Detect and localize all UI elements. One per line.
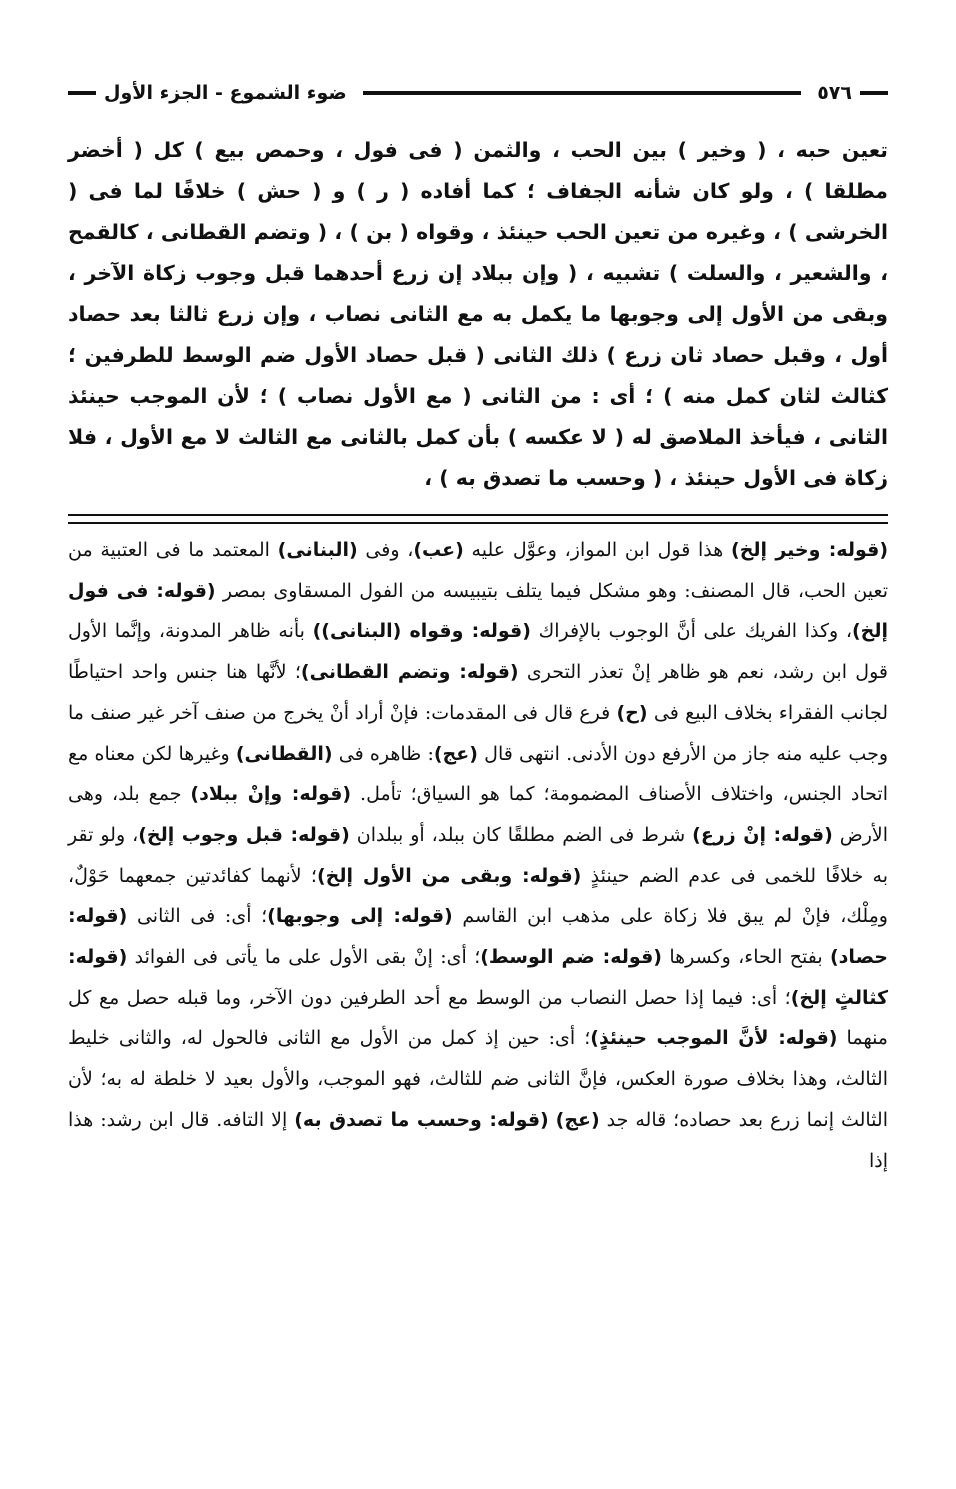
commentary-keyword: (عج) — [555, 1108, 600, 1131]
commentary-segment: ؛ أى: إنْ بقى الأول على ما يأتى فى الفوائد — [127, 946, 481, 969]
commentary-keyword: (قوله: فى فول إلخ) — [68, 579, 888, 643]
commentary-segment: ؛ أى: فيما إذا حصل النصاب من الوسط مع أحد الطرفين دون الآخر، وما قبله حصل مع كل منهما — [68, 986, 888, 1050]
main-text: تعين حبه ، ( وخير ) بين الحب ، والثمن ( فى فول ، وحمص بيع ) كل ( أخضر مطلقا ) ، ولو كان شأنه الجفاف ؛ كما أفاده ( ر ) و ( حش ) خلافًا لما فى ( الخرشى ) ، وغيره من تعين الحب حينئذ ، وقواه ( بن ) ، ( وتضم القطانى ، كالقمح ، والشعير ، والسلت ) تشبيه ، ( وإن ببلاد إن زرع أحدهما قبل وجوب زكاة الآخر ، وبقى من الأول إلى وجوبها ما يكمل به مع الثانى نصاب ، وإن زرع ثالثا بعد حصاد أول ، وقبل حصاد ثان زرع ) ذلك الثانى ( قبل حصاد الأول ضم الوسط للطرفين ؛ كثالث لثان كمل منه ) ؛ أى : من الثانى ( مع الأول نصاب ) ؛ لأن الموجب حينئذ الثانى ، فيأخذ الملاصق له ( لا عكسه ) بأن كمل بالثانى مع الثالث لا مع الأول ، فلا زكاة فى الأول حينئذ ، ( وحسب ما تصدق به ) ، — [68, 138, 888, 490]
commentary-segment: ؛ لأنَّها هنا جنس واحد احتياطًا لجانب الفقراء بخلاف البيع فى — [68, 661, 888, 724]
commentary-segment: هذا قول ابن المواز، وعوَّل عليه — [463, 539, 732, 561]
commentary-keyword: (قوله: إلى وجوبها) — [267, 905, 453, 928]
commentary-text — [68, 530, 888, 1181]
page-number: ٥٧٦ — [817, 82, 852, 104]
separator-rule — [68, 514, 888, 524]
commentary-segment: جمع بلد، وهى الأرض — [68, 783, 889, 846]
commentary-keyword: (قوله: وخير إلخ) — [731, 539, 888, 561]
commentary-segment: شرط فى الضم مطلقًا كان ببلد، أو ببلدان — [349, 823, 693, 846]
commentary-segment: ، ولو تقر به خلافًا للخمى فى عدم الضم حينئذٍ — [68, 823, 888, 887]
commentary-keyword: (قوله: وبقى من الأول إلخ) — [316, 864, 582, 887]
commentary-keyword: (ح) — [616, 701, 648, 724]
commentary-keyword: (قوله: كثالثٍ إلخ) — [68, 946, 888, 1009]
header-dash — [68, 91, 96, 95]
commentary-segment: : ظاهره فى — [332, 742, 434, 765]
commentary-keyword: (قوله: لأنَّ الموجب حينئذٍ) — [590, 1027, 838, 1050]
commentary-keyword: (عج) — [433, 742, 478, 765]
commentary-segment: ، وكذا الفريك على أنَّ الوجوب بالإفراك — [530, 620, 852, 643]
commentary-segment: بفتح الحاء، وكسرها — [661, 946, 830, 969]
commentary-segment: المعتمد ما فى العتبية من تعين الحب، قال المصنف: وهو مشكل فيما يتلف بتيبيسه من الفول المسقاوى بمصر — [68, 539, 888, 602]
commentary-segment: بأنه ظاهر المدونة، وإنَّما الأول قول ابن رشد، نعم هو ظاهر إنْ تعذر التحرى — [68, 620, 888, 684]
commentary-segment: ؛ أى: حين إذ كمل من الأول مع الثانى فالحول له، والثانى خليط الثالث، وهذا بخلاف صورة العكس، فإنَّ الثانى ضم للثالث، فهو الموجب، والأول بعيد لا خلطة له به؛ لأن الثالث إنما زرع بعد حصاده؛ قاله جد — [68, 1027, 888, 1131]
commentary-segment: ؛ لأنهما كفائدتين جمعهما حَوْلٌ، ومِلْك، فإنْ لم يبق فلا زكاة على مذهب ابن القاسم — [68, 864, 888, 928]
commentary-keyword: (قوله: وحسب ما تصدق به) — [294, 1108, 549, 1131]
commentary-keyword: (قوله: إنْ زرع) — [692, 823, 833, 846]
commentary-segment: إلا التافه. قال ابن رشد: هذا إذا — [68, 1108, 888, 1172]
commentary-keyword: (قوله: ضم الوسط) — [480, 946, 662, 969]
commentary-segment: ؛ أى: فى الثانى — [127, 905, 268, 928]
commentary-keyword: (القطانى) — [235, 742, 333, 765]
commentary-keyword: (عب) — [413, 539, 464, 561]
header-rule — [363, 91, 801, 95]
commentary-segment: فرع قال فى المقدمات: فإنْ أراد أنْ يخرج من صنف آخر غير صنف ما وجب عليه منه جاز من الأرفع دون الأدنى. انتهى قال — [68, 701, 888, 765]
commentary-keyword: (قوله: قبل وجوب إلخ) — [138, 823, 350, 846]
commentary-keyword: (قوله: وقواه (البنانى)) — [312, 620, 531, 643]
page-header — [68, 78, 888, 108]
commentary-keyword: (قوله: حصاد) — [68, 905, 888, 969]
running-title: ضوء الشموع - الجزء الأول — [104, 82, 347, 104]
commentary-keyword: (قوله: وتضم القطانى) — [300, 661, 519, 684]
commentary-keyword: (البنانى) — [277, 539, 358, 561]
commentary-segment — [549, 1109, 556, 1131]
header-dash — [860, 91, 888, 95]
commentary-keyword: (قوله: وإنْ ببلاد) — [190, 783, 352, 806]
commentary-segment: ، وفى — [357, 539, 414, 561]
commentary-segment: وغيرها لكن معناه مع اتحاد الجنس، واختلاف الأصناف المضمومة؛ كما هو السياق؛ تأمل. — [68, 742, 888, 806]
